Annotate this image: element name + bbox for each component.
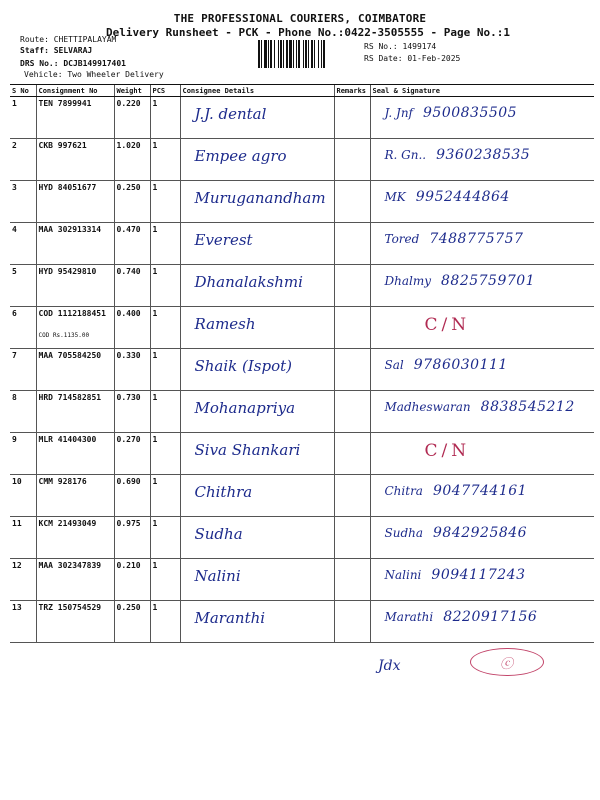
consignment-no-text: MAA 302347839 (38, 561, 102, 570)
cn-mark: C/N (424, 441, 471, 461)
signature-block (373, 435, 593, 461)
runsheet-title: Delivery Runsheet - PCK - Phone No.:0422-3505555 - Page No.:1 (106, 26, 510, 39)
cod-amount: COD Rs.1135.00 (38, 332, 90, 339)
consignee-handwritten: Maranthi (194, 609, 266, 627)
table-row (10, 265, 594, 307)
row-consignee (180, 601, 334, 643)
row-consignment-no (36, 265, 114, 307)
row-consignee (180, 559, 334, 601)
row-signature (370, 139, 594, 181)
row-sno: 13 (10, 601, 36, 643)
consignment-no-text: TEN 7899941 (38, 99, 92, 108)
row-consignee (180, 433, 334, 475)
signature-scribble: Nalini (384, 568, 422, 582)
row-consignment-no (36, 223, 114, 265)
row-weight: 0.330 (114, 349, 150, 391)
consignee-handwritten: Shaik (Ispot) (194, 357, 293, 375)
row-consignment-no (36, 349, 114, 391)
rs-date: RS Date: 01-Feb-2025 (364, 54, 461, 63)
row-consignment-no (36, 391, 114, 433)
row-signature (370, 181, 594, 223)
row-consignment-no (36, 181, 114, 223)
consignment-no-text: HRD 714582851 (38, 393, 102, 402)
signature-block (373, 225, 593, 247)
row-consignee (180, 97, 334, 139)
row-remarks (334, 223, 370, 265)
col-sno: S No (10, 85, 36, 97)
phone-number: 9500835505 (423, 105, 518, 121)
row-pcs: 1 (150, 391, 180, 433)
row-remarks (334, 349, 370, 391)
row-consignment-no (36, 559, 114, 601)
drs-number: DRS No.: DCJB149917401 (20, 59, 126, 68)
row-remarks (334, 517, 370, 559)
row-consignment-no (36, 475, 114, 517)
row-consignment-no (36, 433, 114, 475)
row-sno: 6 (10, 307, 36, 349)
row-consignment-no (36, 601, 114, 643)
signature-scribble: Sal (384, 358, 404, 372)
row-weight: 0.470 (114, 223, 150, 265)
signature-block (373, 393, 593, 415)
row-signature (370, 223, 594, 265)
row-signature (370, 349, 594, 391)
table-row (10, 433, 594, 475)
consignment-no-text: TRZ 150754529 (38, 603, 102, 612)
signature-scribble: MK (384, 190, 406, 204)
signature-scribble: Sudha (384, 526, 424, 540)
row-weight: 0.250 (114, 601, 150, 643)
row-signature (370, 601, 594, 643)
row-sno: 7 (10, 349, 36, 391)
table-header-row (10, 85, 594, 97)
phone-number: 8838545212 (480, 399, 575, 415)
phone-number: 9360238535 (436, 147, 531, 163)
row-weight: 0.270 (114, 433, 150, 475)
route-label: Route: CHETTIPALAYAM (20, 35, 117, 44)
row-sno: 3 (10, 181, 36, 223)
consignee-handwritten: Chithra (194, 483, 253, 501)
signature-block (373, 351, 593, 373)
consignee-handwritten: Muruganandham (194, 189, 326, 207)
row-signature (370, 475, 594, 517)
row-sno: 5 (10, 265, 36, 307)
row-pcs: 1 (150, 265, 180, 307)
consignment-no-text: KCM 21493049 (38, 519, 97, 528)
phone-number: 9094117243 (431, 567, 526, 583)
row-pcs: 1 (150, 349, 180, 391)
consignment-no-text: HYD 95429810 (38, 267, 97, 276)
signature-scribble: Madheswaran (384, 400, 471, 414)
phone-number: 8825759701 (441, 273, 536, 289)
consignee-handwritten: Everest (194, 231, 253, 249)
row-remarks (334, 265, 370, 307)
row-sno: 2 (10, 139, 36, 181)
row-pcs: 1 (150, 517, 180, 559)
row-consignee (180, 181, 334, 223)
signature-scribble: J. Jnf (384, 106, 413, 120)
row-consignee (180, 265, 334, 307)
row-pcs: 1 (150, 307, 180, 349)
rs-number: RS No.: 1499174 (364, 42, 437, 51)
signature-block (373, 183, 593, 205)
consignee-handwritten: J.J. dental (194, 105, 267, 123)
row-weight: 0.210 (114, 559, 150, 601)
signature-block (373, 561, 593, 583)
barcode (258, 40, 360, 68)
row-pcs: 1 (150, 139, 180, 181)
signature-block (373, 519, 593, 541)
row-sno: 10 (10, 475, 36, 517)
phone-number: 9952444864 (415, 189, 510, 205)
table-row (10, 475, 594, 517)
consignee-handwritten: Ramesh (194, 315, 256, 333)
row-remarks (334, 139, 370, 181)
row-signature (370, 559, 594, 601)
row-consignment-no (36, 139, 114, 181)
consignee-handwritten: Sudha (194, 525, 243, 543)
row-sno: 11 (10, 517, 36, 559)
row-remarks (334, 433, 370, 475)
table-row (10, 307, 594, 349)
col-consignee-details: Consignee Details (180, 85, 334, 97)
row-remarks (334, 559, 370, 601)
table-row (10, 601, 594, 643)
col-consignment-no: Consignment No (36, 85, 114, 97)
row-remarks (334, 97, 370, 139)
row-remarks (334, 181, 370, 223)
signature-block (373, 141, 593, 163)
row-remarks (334, 601, 370, 643)
row-consignment-no (36, 97, 114, 139)
row-weight: 0.730 (114, 391, 150, 433)
phone-number: 9047744161 (432, 483, 528, 499)
table-row (10, 349, 594, 391)
row-weight: 0.220 (114, 97, 150, 139)
company-name: THE PROFESSIONAL COURIERS, COIMBATORE (173, 12, 427, 25)
row-pcs: 1 (150, 601, 180, 643)
signature-block (373, 99, 593, 121)
col-pcs: PCS (150, 85, 180, 97)
row-remarks (334, 391, 370, 433)
row-signature (370, 391, 594, 433)
row-consignee (180, 307, 334, 349)
signature-block (373, 309, 593, 335)
col-remarks: Remarks (334, 85, 370, 97)
phone-number: 9842925846 (433, 525, 528, 541)
row-sno: 9 (10, 433, 36, 475)
row-weight: 0.975 (114, 517, 150, 559)
row-signature (370, 265, 594, 307)
row-weight: 0.740 (114, 265, 150, 307)
col-weight: Weight (114, 85, 150, 97)
row-weight: 0.250 (114, 181, 150, 223)
consignee-handwritten: Siva Shankari (194, 441, 301, 459)
row-sno: 4 (10, 223, 36, 265)
consignee-handwritten: Empee agro (194, 147, 287, 165)
consignee-handwritten: Nalini (194, 567, 241, 585)
row-consignment-no (36, 517, 114, 559)
row-remarks (334, 307, 370, 349)
row-consignee (180, 223, 334, 265)
row-sno: 12 (10, 559, 36, 601)
row-signature (370, 433, 594, 475)
row-pcs: 1 (150, 223, 180, 265)
row-pcs: 1 (150, 559, 180, 601)
consignment-no-text: CMM 928176 (38, 477, 87, 486)
row-sno: 8 (10, 391, 36, 433)
staff-label: Staff: SELVARAJ (20, 46, 93, 55)
signature-scribble: Dhalmy (384, 274, 431, 288)
row-pcs: 1 (150, 433, 180, 475)
row-consignee (180, 391, 334, 433)
row-signature (370, 307, 594, 349)
signature-block (373, 267, 593, 289)
stamp-mark-icon: ⓒ (500, 657, 514, 672)
table-row (10, 517, 594, 559)
signature-block (373, 477, 593, 499)
row-consignment-no (36, 307, 114, 349)
vehicle-label: Vehicle: Two Wheeler Delivery (24, 70, 164, 79)
phone-number: 9786030111 (413, 357, 508, 373)
signature-scribble: Marathi (384, 610, 434, 624)
row-weight: 0.690 (114, 475, 150, 517)
row-pcs: 1 (150, 475, 180, 517)
consignment-no-text: MAA 302913314 (38, 225, 102, 234)
row-weight: 0.400 (114, 307, 150, 349)
row-consignee (180, 475, 334, 517)
row-consignee (180, 349, 334, 391)
signature-block (373, 603, 593, 625)
row-consignee (180, 517, 334, 559)
consignment-no-text: COD 1112188451 (38, 309, 106, 318)
signature-scribble: Chitra (384, 484, 423, 498)
signature-scribble: Tored (384, 232, 420, 246)
cn-mark: C/N (424, 315, 471, 335)
consignment-no-text: HYD 84051677 (38, 183, 97, 192)
phone-number: 7488775757 (429, 231, 524, 247)
row-sno: 1 (10, 97, 36, 139)
row-pcs: 1 (150, 181, 180, 223)
row-remarks (334, 475, 370, 517)
table-row (10, 97, 594, 139)
consignment-no-text: MAA 705584250 (38, 351, 102, 360)
consignee-handwritten: Mohanapriya (194, 399, 296, 417)
table-row (10, 559, 594, 601)
consignment-no-text: MLR 41404300 (38, 435, 97, 444)
table-row (10, 139, 594, 181)
phone-number: 8220917156 (443, 609, 538, 625)
col-seal-signature: Seal & Signature (370, 85, 594, 97)
row-weight: 1.020 (114, 139, 150, 181)
table-row (10, 223, 594, 265)
runsheet-table (10, 84, 594, 643)
row-signature (370, 517, 594, 559)
consignment-no-text: CKB 997621 (38, 141, 87, 150)
row-signature (370, 97, 594, 139)
table-row (10, 391, 594, 433)
consignee-handwritten: Dhanalakshmi (194, 273, 303, 291)
row-pcs: 1 (150, 97, 180, 139)
table-row (10, 181, 594, 223)
row-consignee (180, 139, 334, 181)
staff-signature: Jdx (378, 658, 401, 674)
signature-scribble: R. Gn.. (384, 148, 427, 162)
